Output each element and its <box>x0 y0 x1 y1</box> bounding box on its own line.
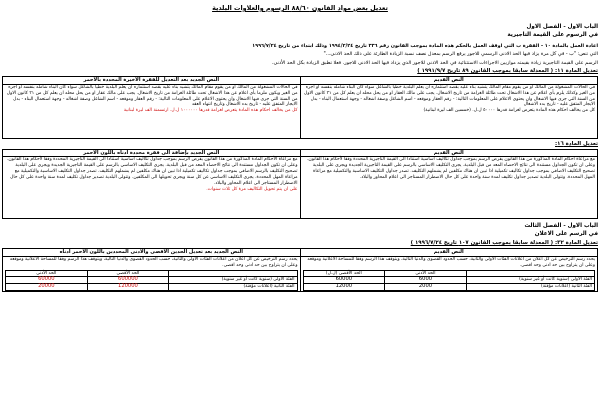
chapter-3-subheading: في الرسم على الاعلان <box>534 230 598 237</box>
fees-old-row-1-label: الفئة الاولى (سنوية كانت أو غير سنوية) <box>466 277 594 284</box>
amend-32-old-header: النص القديم <box>300 249 598 257</box>
chapter-1-heading: الباب الاول - الفصل الاول <box>526 24 598 30</box>
amend-11-new-header: النص الجديد بعد التعديل للفقرة الأخيرة المحددة بالاحمر <box>3 77 301 85</box>
amend-32-old-fees-table <box>303 270 596 292</box>
amend-32-table <box>2 248 598 292</box>
amend-16-old-header: النص القديم <box>300 149 598 157</box>
amend-16-table <box>2 149 598 220</box>
amend-32-new-fees-table <box>5 270 298 292</box>
amend-16-new-red-text: على ان يتم تحويل التكاليف مرة كل ثلاث سنوات. <box>206 186 298 192</box>
fees-new-row-2-min: 20000 <box>6 284 88 291</box>
amend-32-new-header: النص الجديد بعد تعديل الحدين الاقصى والادنى المحددين باللون الاحمر ادناه <box>3 249 301 257</box>
amend-32-new-text: يحدد رسم الترخيص عن كل اعلان من اعلانات الفئات الاولى والثانية، حسب الحدود القصوى والدنيا التالية، ويتوقف هذا الرسم وفقا للمساحة الاعلانية وموقعه وعلى ان يتراوح بين حد ادنى وحد اقصى. <box>9 256 298 268</box>
amend-11-old-header: النص القديم <box>300 77 598 85</box>
chapter-3 <box>2 223 598 238</box>
amend-16-new-header: النص الجديد بإضافة الى فقرة محددة ادناه باللون الاحمر <box>3 149 301 157</box>
amend-16-new-text: مع مراعاة الأحكام المادة المذكورة من هذا القانون يفرض الرسم بموجب جداول تكاليف اساسية استنادا الى القيمة التاجيرية المحددة وفقا لأحكام هذا القانون. وعلى ان تكون الجداول مستندة الى نتائج الاحصاء المعد من قبل البلدية. يجري التكليف الاساسي بالرسم على القيمة التاجيرية الجديدة ويجري على البلدية تصحيح التكليف بالرسم الاضافي بموجب جداول تكاليف تكميلية اذا تبين ان هناك مكلفين لم يشملهم التكليف. تصدر جداول التكليف الاساسية والتكميلية مع مراعاة المهل المحددة. يجري التكليف الاساسي عن كل سنة ويجري تحويلها الى المكلفين. وتتولى البلدية تصدير جداول تكليف لمدة سنة واحدة على كل حال الاضطرار المستاجر الى اعلام المحاور والبلاد. <box>6 157 298 186</box>
amend-11-table <box>2 76 598 139</box>
amend-32-heading: تعديل المادة ٣٢: ( المعدلة سابقا بموجب القانون ١٠٧ تاريخ ١٩٩٦/٧/٢٤ ) <box>410 240 598 247</box>
amend-32-new-cell <box>3 256 301 292</box>
amend-11-new-text: في الحالات المشغولة من المالك او من يقوم مقام المالك يتشيد بناء عليه بقصد استثماره ان يعلم البلدية خطيا بالشاغل سواء كان البناء شامله بنفسه او اجره من الغير ويكون ملزما بأي اعلام عن هذا الاشغال تحت طائلة الغرامة من تاريخ الاشغال. يجب على مالك عقار او من يحل محله ان يعلم كل من ٣١ كانون الاول من السنة التي جرى فيها الاشغال وان يحتوي الاعلام على المعلومات التالية: - رقم العقار وموقعه - اسم الشاغل وصفة اشغاله - وجهة استعمال البناء - بدل الايجار المتفق عليه - تاريخ بدء الاشغال وتاريخ انتهاء العقد <box>6 84 298 108</box>
amend-11-new-penalty: كل من يخالف احكام هذه المادة يتعرض لغرامة قدرها ١٠٠٠٠٠٠ ل.ل. ارتسمنة الف ليرة لبنانية <box>123 108 298 114</box>
chapter-1-subheading: في الرسوم على القيمة التاجيرية <box>507 31 598 38</box>
amend-11-old-cell <box>300 84 598 138</box>
amend-16-new-cell <box>3 157 301 219</box>
chapter-3-heading: الباب الاول - الفصل الثالث <box>524 223 598 230</box>
fees-new-row-2-label: الفئة الثانية (اعلانات مؤقتة) <box>169 284 297 291</box>
fees-new-row-1-label: الفئة الاولى (سنوية كانت أو غير سنوية) <box>169 277 297 284</box>
fees-old-corner <box>466 270 594 277</box>
fees-old-row-1-max: 60000 <box>303 277 385 284</box>
amend-11-old-text: في الحالات المشغولة من المالك او من يقوم مقام المالك يتشيد بناء عليه بقصد استثماره ان يعلم البلدية خطيا بالشاغل سواء كان البناء شامله بنفسه او اجره من الغير وكذلك يلزم بأي اعلام عن هذا الاشغال تحت طائلة الغرامة من تاريخ الاشغال. يجب على مالك العقار او من يحل محله ان يعلم كل من ٣١ كانون الاول من السنة التي جرى فيها الاشغال وان يحتوي الاعلام على المعلومات التالية: - رقم العقار وموقعه - اسم الشاغل وصفة اشغاله - وجهة استعمال البناء - بدل الايجار المتفق عليه - تاريخ بدء الاشغال <box>304 84 595 108</box>
amend-32-old-text: يحدد رسم الترخيص عن كل اعلان من اعلانات الفئات الاولى والثانية، حسب الحدود القصوى والدنيا التالية، ويتوقف هذا الرسم وفقا للمساحة الاعلانية وموقعه وعلى ان يتراوح بين حد ادنى وحد اقصى. <box>307 256 595 268</box>
fees-old-row-1-min: 6000 <box>385 277 467 284</box>
amend-11-heading: تعديل المادة ١١: ( المعدلة سابقا بموجب القانون ٨٩ تاريخ ١٩٩١/٩/٧ ) <box>417 68 598 75</box>
document-title: تعديل بعض مواد القانون ٨٨/٦٠ الرسوم والعلاوات البلدية <box>212 4 388 12</box>
chapter-1-para-1: اعادة العمل بالمادة ١٠ - الفقرة ب التي اوقف العمل بالحكم هذه المادة بموجب القانون رقم ٣٣٦ تاريخ ١٩٩٤/٢/٢٤ وذلك ابتداء من تاريخ ١٩٩٦/٧/٢٤ <box>252 43 598 49</box>
chapter-1-para-2: التي تنص: "ب - في كل مرة يزاد فيها الحد الادنى الرسمي للاجور يرفع الرسم بمعدل نصف نسبة الزيادة الطارئة على ذلك الحد الادنى..." <box>323 51 598 58</box>
fees-new-row-1-max: 600000 <box>87 277 169 284</box>
fees-old-col-max: الحد الأقصى (ل.ل) <box>303 270 385 277</box>
amend-11-old-penalty: كل من يخالف احكام هذه المادة يتعرض لغرامة قدرها ٥٠٠٠٠ ل.ل. (خمسين الف ليرة لبنانية) <box>423 108 595 114</box>
document-page <box>2 4 598 292</box>
fees-old-col-min: الحد الأدنى <box>385 270 467 277</box>
amend-16-old-cell <box>300 157 598 219</box>
fees-new-row-1-min: 60000 <box>6 277 88 284</box>
amend-16-old-text: مع مراعاة احكام المادة المذكورة من هذا القانون يفرض الرسم بموجب جداول تكاليف اساسية استنادا الى القيمة التاجيرية المحددة وفقا لأحكام هذا القانون. وعلى ان تكون الجداول مستندة الى نتائج الاحصاء المعد من قبل البلدية. يجري التكليف الاساسي بالرسم على القيمة التاجيرية الجديدة ويجري على البلدية تصحيح التكليف الاضافي بموجب جداول تكاليف تكميلية اذا تبين ان هناك مكلفين لم يشملهم التكليف. تصدر جداول التكليف الاساسية والتكميلية مع مراعاة المهل المحددة. وتتولى البلدية تصدير جداول تكليف لمدة سنة واحدة على كل حال الاضطرار المستاجر الى اعلام المحاور والبلاد. <box>306 157 595 180</box>
amend-11-new-cell <box>3 84 301 138</box>
fees-new-col-min: الحد الأدنى <box>6 270 88 277</box>
amend-16-heading: تعديل المادة ١٦: <box>555 140 598 147</box>
fees-new-col-max: الحد الأقصى <box>87 270 169 277</box>
chapter-1-para-3: الرسم على القيمة التاجيرية زيادة بقيمته موازيين الاجراءات الاستثنائية في الحد الادنى للاجور الذي يزداد فيها الحد الادنى للاجور. فعلا تطبق الزيادة بكل الحد الأدنى. <box>272 59 598 66</box>
amend-32-old-cell <box>300 256 598 292</box>
fees-old-row-2-label: الفئة الثانية (اعلانات مؤقتة) <box>466 284 594 291</box>
fees-old-row-2-min: 2000 <box>385 284 467 291</box>
fees-new-corner <box>169 270 297 277</box>
fees-new-row-2-max: 120000 <box>87 284 169 291</box>
chapter-1 <box>2 24 598 66</box>
fees-old-row-2-max: 12000 <box>303 284 385 291</box>
